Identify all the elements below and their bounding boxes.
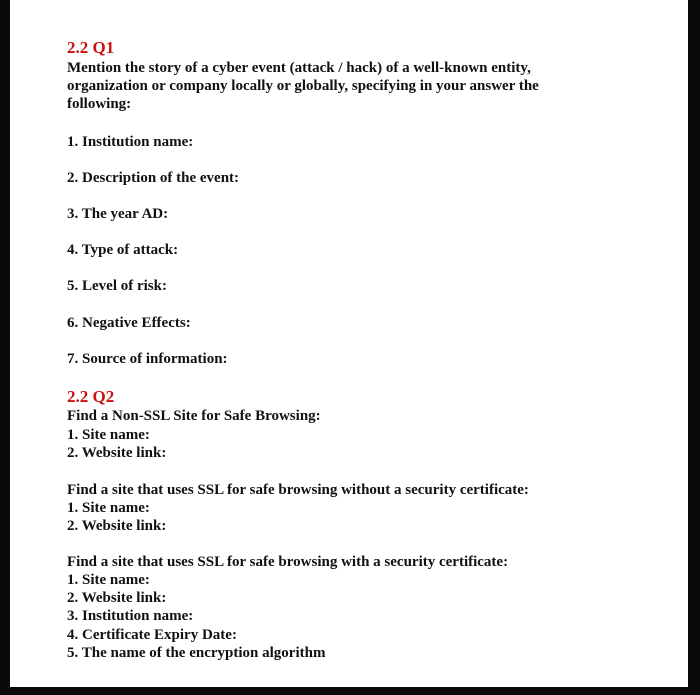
q1-item-institution: 1. Institution name: (67, 134, 194, 150)
q1-prompt-line-3: following: (67, 96, 132, 112)
q2-section-1-title: Find a Non-SSL Site for Safe Browsing: (67, 408, 321, 424)
q1-item-year: 3. The year AD: (67, 206, 169, 222)
left-frame-border (0, 0, 10, 695)
q2-section-1-item-1: 1. Site name: (67, 427, 150, 443)
q1-item-attack-type: 4. Type of attack: (67, 242, 179, 258)
q2-section-3-item-3: 3. Institution name: (67, 608, 194, 624)
q2-section-3-item-5: 5. The name of the encryption algorithm (67, 645, 326, 661)
q1-prompt-line-1: Mention the story of a cyber event (attack / hack) of a well-known entity, (67, 60, 531, 76)
q2-section-1-item-2: 2. Website link: (67, 445, 167, 461)
right-frame-border (688, 0, 700, 695)
q1-item-risk-level: 5. Level of risk: (67, 278, 167, 294)
q1-prompt-line-2: organization or company locally or globally, specifying in your answer the (67, 78, 539, 94)
q1-item-negative-effects: 6. Negative Effects: (67, 315, 191, 331)
q2-section-3-item-1: 1. Site name: (67, 572, 150, 588)
q2-section-3-item-2: 2. Website link: (67, 590, 167, 606)
q2-heading: 2.2 Q2 (67, 387, 115, 406)
q2-section-3-item-4: 4. Certificate Expiry Date: (67, 627, 237, 643)
q2-section-2-title: Find a site that uses SSL for safe browsing without a security certificate: (67, 482, 529, 498)
q2-section-3-title: Find a site that uses SSL for safe browsing with a security certificate: (67, 554, 509, 570)
q1-heading: 2.2 Q1 (67, 38, 115, 57)
bottom-frame-border (0, 687, 700, 695)
q2-section-2-item-1: 1. Site name: (67, 500, 150, 516)
q1-item-description: 2. Description of the event: (67, 170, 240, 186)
q2-section-2-item-2: 2. Website link: (67, 518, 167, 534)
q1-item-source: 7. Source of information: (67, 351, 228, 367)
